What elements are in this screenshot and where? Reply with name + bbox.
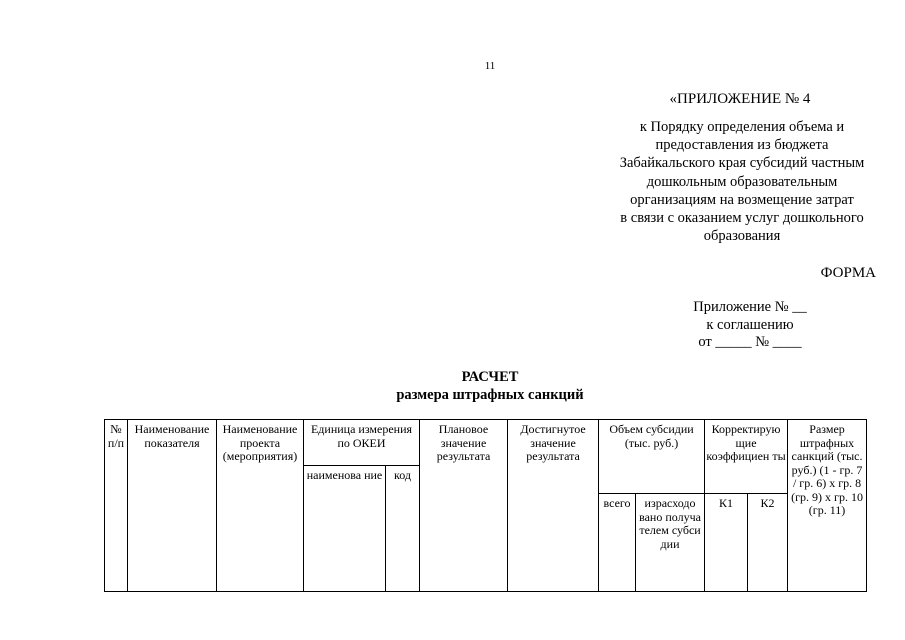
header-subsidy-spent: израсходо вано получа телем субси дии [636, 494, 705, 592]
agreement-line-3: от _____ № ____ [698, 334, 802, 350]
agreement-line-1: Приложение № __ [693, 299, 807, 315]
form-label: ФОРМА [820, 265, 876, 281]
page-number: 11 [484, 60, 496, 72]
header-unit-code: код [386, 466, 420, 592]
agreement-reference [660, 299, 840, 352]
header-indicator-name: Наименование показателя [128, 420, 217, 592]
header-subsidy-total: всего [599, 494, 636, 592]
appendix-reference [600, 118, 884, 245]
appendix-reference-line: организациям на возмещение затрат [630, 191, 854, 208]
appendix-reference-line: дошкольным образовательным [646, 173, 838, 190]
appendix-reference-line: в связи с оказанием услуг дошкольного [620, 210, 864, 227]
appendix-reference-line: образования [703, 228, 781, 245]
header-k2: К2 [748, 494, 788, 592]
header-unit-name: наименова ние [304, 466, 386, 592]
header-planned-value: Плановое значение результата [420, 420, 508, 592]
appendix-reference-line: Забайкальского края субсидий частным [619, 155, 865, 172]
header-project-name: Наименование проекта (мероприятия) [217, 420, 304, 592]
appendix-reference-line: к Порядку определения объема и [639, 119, 845, 135]
header-correction-coefficients: Корректирую щие коэффициен ты [705, 420, 788, 494]
calculation-title [300, 368, 680, 404]
appendix-title: «ПРИЛОЖЕНИЕ № 4 [669, 91, 811, 107]
calculation-title-line-1: РАСЧЕТ [461, 369, 519, 385]
appendix-reference-line: предоставления из бюджета [655, 137, 829, 154]
header-achieved-value: Достигнутое значение результата [508, 420, 599, 592]
calculation-title-line-2: размера штрафных санкций [396, 387, 584, 403]
header-number: № п/п [105, 420, 128, 592]
header-subsidy-volume: Объем субсидии (тыс. руб.) [599, 420, 705, 494]
header-k1: К1 [705, 494, 748, 592]
agreement-line-2: к соглашению [706, 316, 794, 333]
header-okei-unit: Единица измерения по ОКЕИ [304, 420, 420, 466]
header-sanction-size: Размер штрафных санкций (тыс. руб.) (1 - гр. 7 / гр. 6) x гр. 8 (гр. 9) x гр. 10 (гр. 11) [788, 420, 867, 592]
sanctions-table [104, 419, 867, 592]
